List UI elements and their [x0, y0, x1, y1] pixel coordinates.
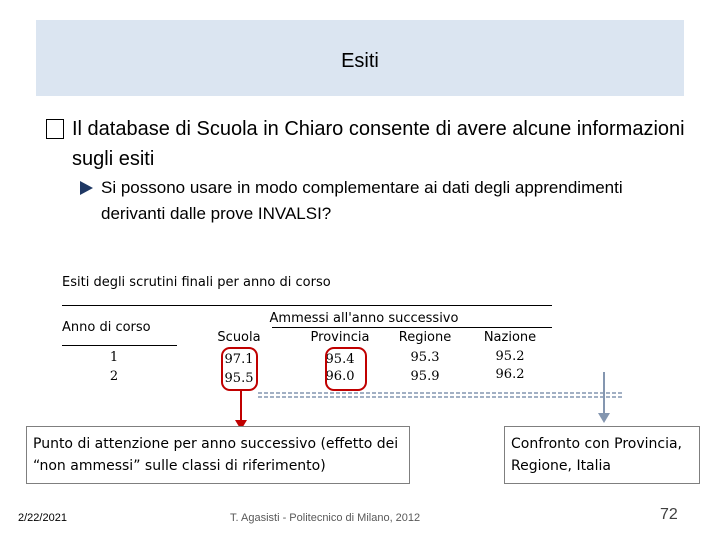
checkbox-bullet-icon — [46, 119, 64, 139]
table-caption: Esiti degli scrutini finali per anno di corso — [62, 275, 331, 290]
table-cell: 95.9 — [410, 369, 440, 384]
table-cell: 95.2 — [495, 349, 525, 364]
table-cell: 95.3 — [410, 350, 440, 365]
table-header-rule-left — [62, 345, 177, 346]
col-header-nazione: Nazione — [483, 330, 537, 345]
table-cell-anno: 1 — [109, 350, 119, 365]
triangle-bullet-icon — [80, 181, 93, 195]
table-cell: 96.0 — [325, 369, 355, 384]
bullet-sub-text: Si possono usare in modo complementare ai dati degli apprendimenti derivanti dalle prove INVALSI? — [101, 178, 623, 223]
table-cell: 95.5 — [224, 371, 254, 386]
callout-right: Confronto con Provincia, Regione, Italia — [504, 426, 700, 484]
table-group-rule — [272, 327, 552, 328]
table-cell: 96.2 — [495, 367, 525, 382]
bullet-main-text: Il database di Scuola in Chiaro consente di avere alcune informazioni sugli esiti — [72, 118, 685, 170]
table-top-rule — [62, 305, 552, 306]
row-header: Anno di corso — [62, 320, 151, 335]
bullet-main — [46, 114, 686, 174]
table-cell-anno: 2 — [109, 369, 119, 384]
table-cell: 95.4 — [325, 352, 355, 367]
page-title: Esiti — [341, 50, 379, 72]
callout-left: Punto di attenzione per anno successivo (effetto dei “non ammessi” sulle classi di riferimento) — [26, 426, 410, 484]
col-header-scuola: Scuola — [217, 330, 261, 345]
arrow-down-icon — [598, 413, 610, 423]
table-cell: 97.1 — [224, 352, 254, 367]
footer-date: 2/22/2021 — [18, 512, 67, 524]
footer-credit: T. Agasisti - Politecnico di Milano, 2012 — [230, 512, 421, 524]
title-bar — [36, 20, 684, 96]
bullet-sub — [80, 175, 680, 227]
col-header-regione: Regione — [398, 330, 452, 345]
col-header-provincia: Provincia — [310, 330, 370, 345]
page-number: 72 — [660, 506, 678, 523]
group-header: Ammessi all'anno successivo — [269, 311, 459, 326]
